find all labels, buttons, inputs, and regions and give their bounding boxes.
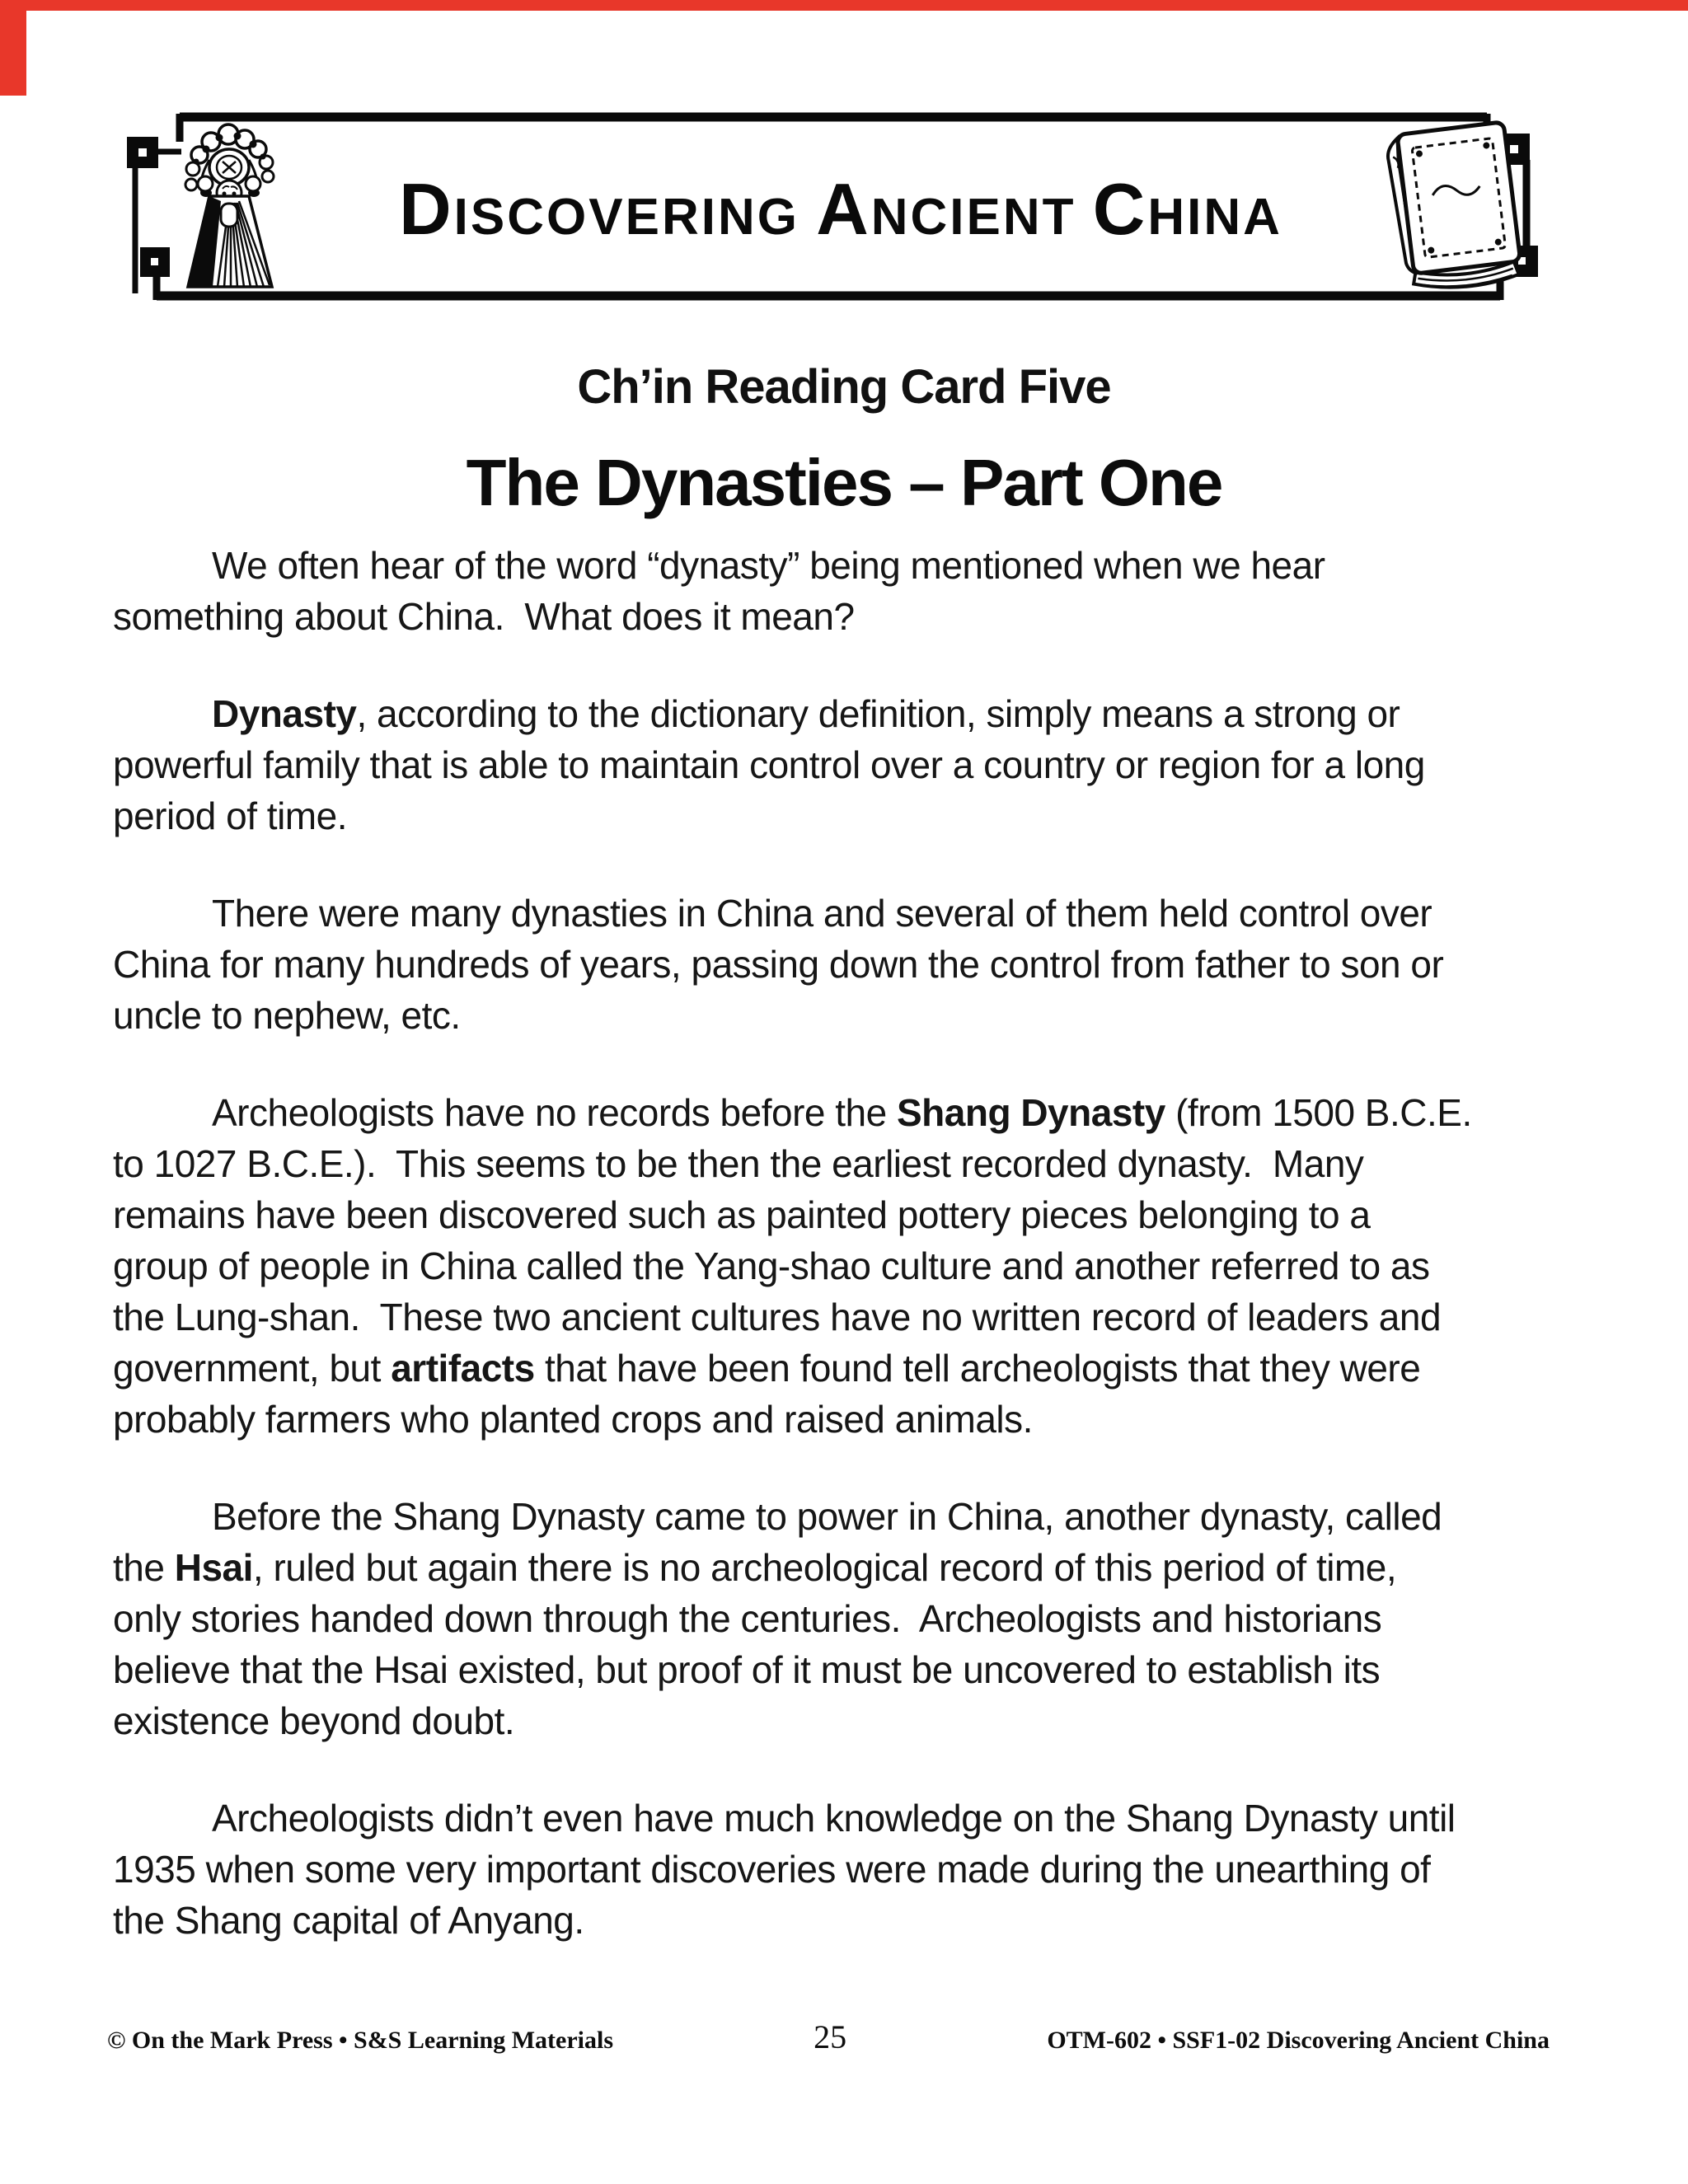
paragraph: [113, 540, 1629, 642]
text-line: the Lung-shan. These two ancient cultures have no written record of leaders and: [113, 1296, 1442, 1338]
paragraph: [113, 688, 1629, 841]
opera-figure-icon: [181, 122, 279, 293]
text-line: existence beyond doubt.: [113, 1699, 515, 1742]
footer-code: OTM-602 • SSF1-02 Discovering Ancient China: [1047, 2027, 1550, 2054]
text-line: group of people in China called the Yang-shao culture and another referred to as: [113, 1244, 1430, 1287]
text-line: probably farmers who planted crops and raised animals.: [113, 1398, 1033, 1441]
footer-page-number: 25: [814, 2018, 847, 2055]
text-line: Dynasty, according to the dictionary definition, simply means a strong or: [212, 692, 1400, 735]
text-line: Archeologists didn’t even have much knowledge on the Shang Dynasty until: [212, 1797, 1456, 1840]
page-title: The Dynasties – Part One: [466, 446, 1222, 519]
body-paragraphs: [113, 540, 1629, 1992]
book-icon: [1375, 117, 1531, 295]
text-line: 1935 when some very important discoveries were made during the unearthing of: [113, 1848, 1431, 1891]
footer-copyright: © On the Mark Press • S&S Learning Materials: [107, 2027, 613, 2054]
card-heading: Ch’in Reading Card Five: [577, 360, 1111, 414]
text-line: only stories handed down through the centuries. Archeologists and historians: [113, 1597, 1382, 1640]
text-line: China for many hundreds of years, passing down the control from father to son or: [113, 943, 1444, 986]
text-line: the Hsai, ruled but again there is no archeological record of this period of time,: [113, 1546, 1397, 1589]
text-line: believe that the Hsai existed, but proof of it must be uncovered to establish its: [113, 1648, 1381, 1691]
paragraph: [113, 888, 1629, 1041]
banner-title: DISCOVERING ANCIENT CHINA: [399, 168, 1282, 250]
paragraph: [113, 1793, 1629, 1946]
paragraph: [113, 1087, 1629, 1445]
text-line: Archeologists have no records before the Shang Dynasty (from 1500 B.C.E.: [212, 1091, 1472, 1134]
text-line: the Shang capital of Anyang.: [113, 1899, 584, 1942]
paragraph: [113, 1491, 1629, 1746]
text-line: We often hear of the word “dynasty” being mentioned when we hear: [212, 544, 1325, 587]
footer: [107, 2018, 1550, 2056]
header-banner: [115, 105, 1566, 310]
text-line: something about China. What does it mean?: [113, 595, 855, 638]
text-line: to 1027 B.C.E.). This seems to be then the earliest recorded dynasty. Many: [113, 1142, 1364, 1185]
text-line: Before the Shang Dynasty came to power in China, another dynasty, called: [212, 1495, 1442, 1538]
text-line: government, but artifacts that have been found tell archeologists that they were: [113, 1347, 1421, 1390]
text-line: period of time.: [113, 794, 347, 837]
scan-edge-left: [0, 0, 26, 96]
scan-edge-top: [0, 0, 1688, 11]
text-line: There were many dynasties in China and several of them held control over: [212, 892, 1432, 935]
text-line: powerful family that is able to maintain control over a country or region for a long: [113, 743, 1425, 786]
text-line: uncle to nephew, etc.: [113, 994, 461, 1037]
text-line: remains have been discovered such as painted pottery pieces belonging to a: [113, 1193, 1371, 1236]
